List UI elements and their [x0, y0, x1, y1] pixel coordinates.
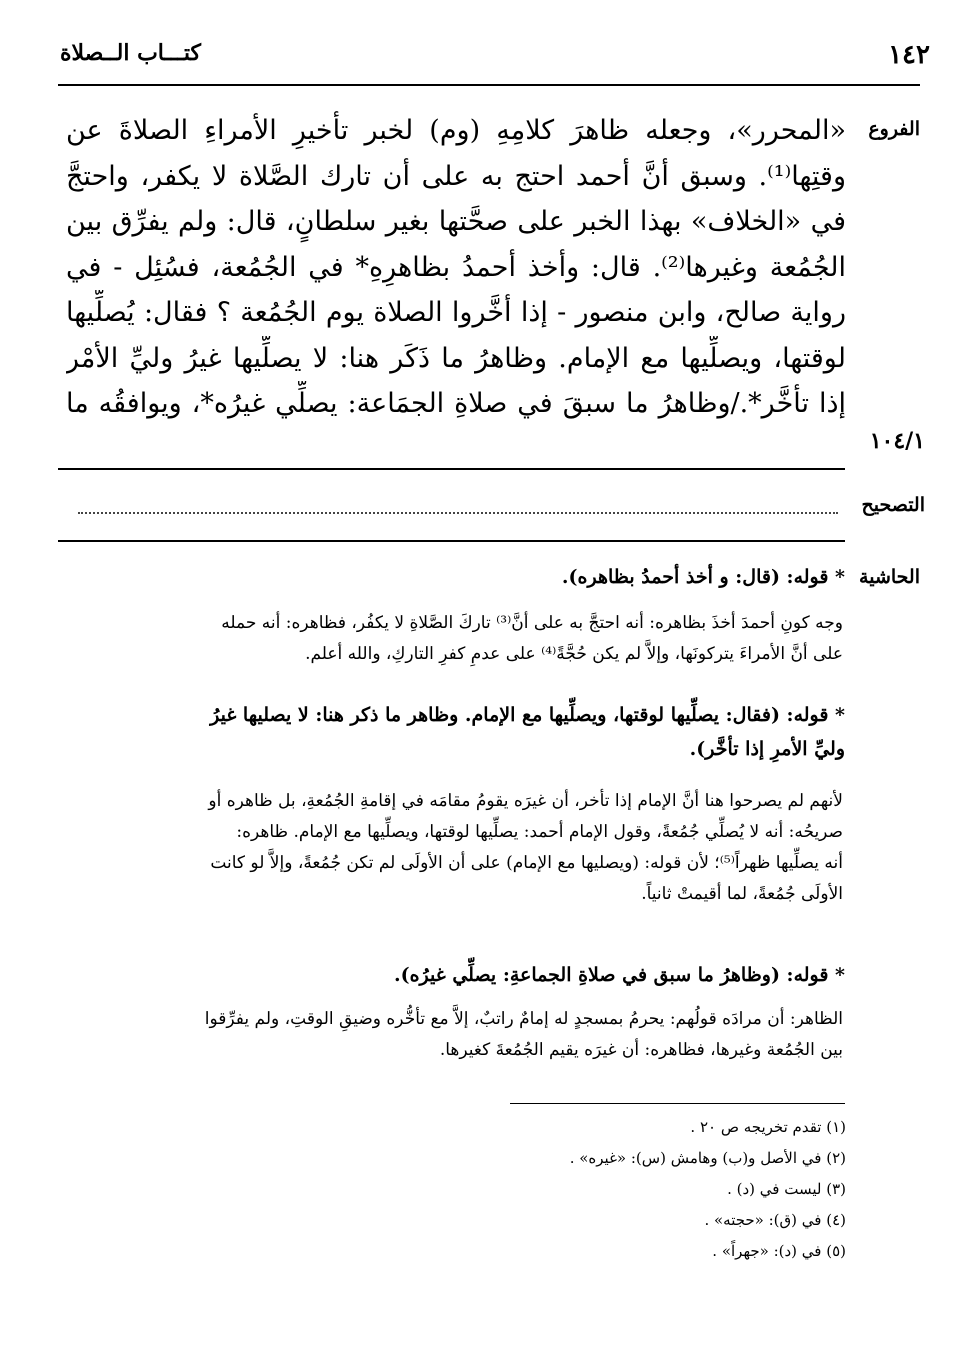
main-line: الجُمُعة وغيرها⁽²⁾. قال: وأخذ أحمدُ بظاهرِهِ* في الجُمُعة، فسُئِل - في — [66, 251, 846, 283]
hashiya-line: أنه يصلِّيها ظهراً⁽⁵⁾؛ لأن قوله: (ويصليها مع الإمام) على أن الأولَى لم تكن جُمُعةً، وإلاَّ لو كانت — [210, 853, 843, 873]
tashih-dotted-line — [78, 512, 838, 514]
qawl-heading: * قوله: (وظاهرُ ما سبق في صلاةِ الجماعةِ: يصلِّي غيرُه). — [394, 964, 845, 986]
hashiya-paragraph — [70, 786, 843, 910]
footnote-rule — [510, 1103, 845, 1104]
main-line: في «الخلاف» بهذا الخبر على صحَّتها بغير سلطانٍ، قال: ولم يفرِّق بين — [66, 206, 846, 237]
running-header-title: كتـــاب الــصلاة — [60, 40, 201, 66]
page-number: ١٤٢ — [888, 40, 930, 70]
tashih-label: التصحيح — [861, 494, 925, 516]
hashiya-line: صريحُه: أنه لا يُصلِّي جُمُعةً، وقول الإمام أحمد: يصلِّيها لوقتها، ويصلِّيها مع الإمام. ظاهره: — [236, 822, 843, 842]
qawl-line: وليِّ الأمرِ إذا تأخَّر). — [689, 738, 845, 760]
main-line: «المحرر»، وجعله ظاهرَ كلامِهِ (وم) لخبر تأخيرِ الأمراءِ الصلاةَ عن — [66, 115, 846, 146]
hashiya-line: الظاهر: أن مرادَه قولُهم: يحرمُ بمسجدٍ له إمامٌ راتبٌ، إلاَّ مع تأخُّره وضيقِ الوقتِ، ولم يفرِّقوا — [204, 1009, 843, 1029]
hashiya-line: لأنهم لم يصرحوا هنا أنَّ الإمام إذا تأخر، أن غيرَه يقومُ مقامَه في إقامةِ الجُمُعةِ، بل ظاهره أو — [208, 791, 843, 811]
side-label-furu: الفروع — [868, 118, 920, 140]
main-line: إذا تأخَّر*./وظاهرُ ما سبقَ في صلاةِ الجمَاعة: يصلِّي غيرُه*، ويوافقُه ما — [66, 388, 846, 419]
hashiya-line: وجه كونِ أحمدَ أخذَ بظاهره: أنه احتجَّ به على أنَّ⁽³⁾ تاركَ الصَّلاةِ لا يكفُر، فظاهره: أنه حمله — [221, 613, 843, 633]
hashiya-label: الحاشية — [859, 566, 920, 588]
hashiya-paragraph — [70, 1004, 843, 1066]
footnote: (٢) في الأصل و(ب) وهامش (س): «غيره» . — [569, 1149, 846, 1167]
main-line: رواية صالح، وابن منصور - إذا أخَّروا الصلاة يوم الجُمُعة ؟ فقال: يُصلِّيها — [66, 297, 846, 328]
tashih-bottom-rule — [58, 540, 845, 542]
main-bottom-rule — [58, 468, 845, 470]
qawl-line: * قوله: (فقال: يصلِّيها لوقتها، ويصلِّيها مع الإمام. وظاهر ما ذكر هنا: لا يصليها غيرُ — [210, 704, 845, 726]
footnotes — [446, 1112, 846, 1267]
footnote: (١) تقدم تخريجه ص ٢٠ . — [690, 1118, 846, 1136]
margin-reference: ١٠٤/١ — [869, 428, 925, 454]
footnote: (٤) في (ق): «حجته» . — [704, 1211, 846, 1229]
main-line: وقتِها⁽¹⁾. وسبق أنَّ أحمد احتج به على أن تارك الصَّلاة لا يكفر، واحتجَّ — [66, 160, 846, 192]
hashiya-line: الأولَى جُمُعةً، لما أقيمتْ ثانياً. — [641, 884, 843, 904]
main-text-block — [66, 108, 846, 427]
hashiya-line: على أنَّ الأمراءَ يتركونَها، وإلاَّ لم يكن حُجَّةً⁽⁴⁾ على عدمِ كفرِ التاركِ، والله أعلم. — [305, 644, 843, 664]
hashiya-line: بين الجُمُعة وغيرها، فظاهره: أن غيرَه يقيم الجُمُعةَ كغيرها. — [439, 1040, 843, 1060]
qawl-heading: * قوله: (قال: و أخذ أحمدُ بظاهره). — [561, 566, 845, 588]
hashiya-paragraph — [70, 608, 843, 670]
footnote: (٣) ليست في (د) . — [727, 1180, 846, 1198]
main-line: لوقتها، ويصلِّيها مع الإمام. وظاهرُ ما ذَكَر هنا: لا يصلِّيها غيرُ وليِّ الأمْر — [66, 342, 846, 374]
footnote: (٥) في (د): «جهراً» . — [712, 1242, 846, 1260]
header-rule — [58, 84, 920, 86]
qawl-heading — [70, 698, 845, 766]
